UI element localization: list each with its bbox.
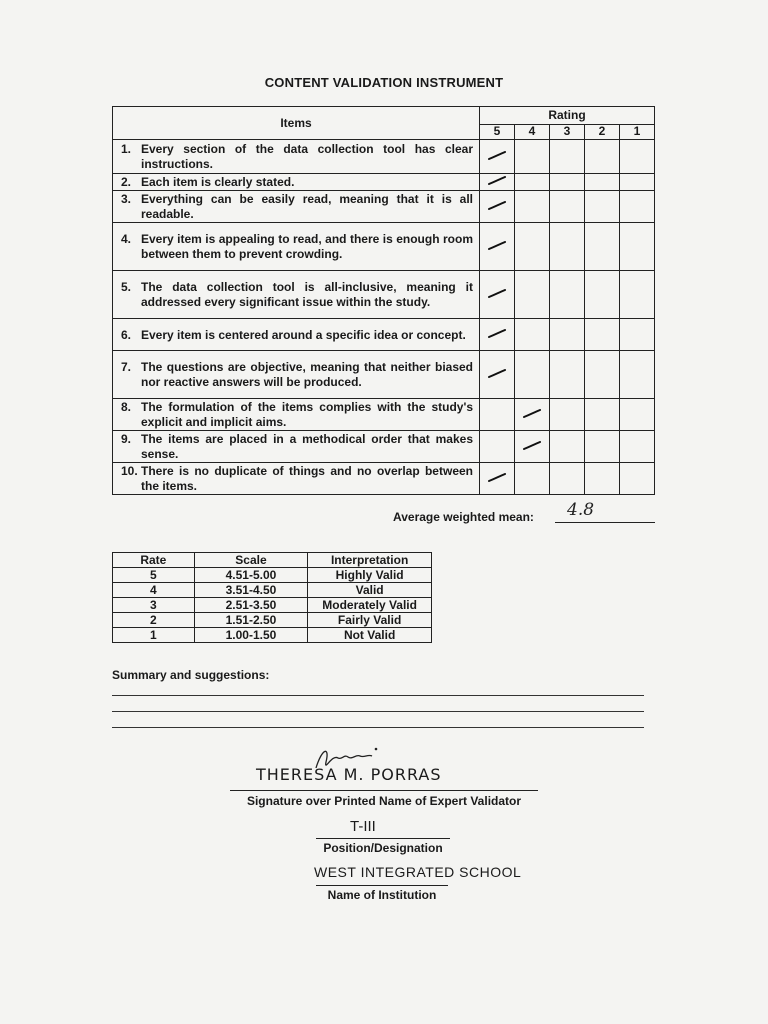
- institution-value: WEST INTEGRATED SCHOOL: [314, 864, 522, 880]
- rating-row: [113, 463, 655, 495]
- scale-row: [113, 568, 432, 583]
- item-number: 9.: [121, 432, 132, 446]
- rating-cell-2: [585, 463, 620, 495]
- rating-cell-4: [515, 271, 550, 319]
- item-text: The items are placed in a methodical order that makes sense.: [141, 432, 473, 461]
- document-title: CONTENT VALIDATION INSTRUMENT: [264, 75, 504, 90]
- rating-row: [113, 140, 655, 174]
- scale-cell: Valid: [308, 583, 432, 598]
- rating-cell-5: [480, 140, 515, 174]
- scale-cell: 4.51-5.00: [194, 568, 308, 583]
- rating-column-header: 4: [515, 124, 550, 139]
- item-cell: [113, 399, 480, 431]
- item-text: Every section of the data collection tool has clear instructions.: [141, 142, 473, 171]
- check-mark-icon: [486, 473, 508, 483]
- rating-cell-2: [585, 351, 620, 399]
- average-weighted-mean-value: 4.8: [567, 500, 595, 520]
- scale-header: Interpretation: [308, 553, 432, 568]
- rating-cell-1: [620, 223, 655, 271]
- scale-row: [113, 628, 432, 643]
- check-mark-icon: [486, 369, 508, 379]
- rating-cell-3: [550, 174, 585, 191]
- rating-cell-5: [480, 319, 515, 351]
- scale-cell: Moderately Valid: [308, 598, 432, 613]
- scale-cell: 1.51-2.50: [194, 613, 308, 628]
- check-mark-icon: [486, 289, 508, 299]
- item-cell: [113, 463, 480, 495]
- item-cell: [113, 191, 480, 223]
- rating-cell-3: [550, 319, 585, 351]
- rating-cell-4: [515, 191, 550, 223]
- rating-row: [113, 319, 655, 351]
- rating-cell-1: [620, 191, 655, 223]
- item-cell: [113, 319, 480, 351]
- average-weighted-mean-line: [555, 522, 655, 523]
- rating-cell-3: [550, 463, 585, 495]
- item-cell: [113, 174, 480, 191]
- rating-cell-5: [480, 191, 515, 223]
- scale-header: Rate: [113, 553, 195, 568]
- rating-cell-2: [585, 191, 620, 223]
- item-number: 6.: [121, 327, 132, 342]
- scale-row: [113, 583, 432, 598]
- rating-cell-5: [480, 399, 515, 431]
- item-cell: [113, 431, 480, 463]
- rating-row: [113, 174, 655, 191]
- rating-cell-2: [585, 174, 620, 191]
- rating-cell-1: [620, 431, 655, 463]
- rating-cell-3: [550, 271, 585, 319]
- rating-column-header: 2: [585, 124, 620, 139]
- scale-cell: 3: [113, 598, 195, 613]
- rating-cell-3: [550, 431, 585, 463]
- item-number: 4.: [121, 232, 132, 246]
- scale-cell: 1.00-1.50: [194, 628, 308, 643]
- summary-line: [112, 711, 644, 712]
- check-mark-icon: [521, 441, 543, 451]
- rating-cell-3: [550, 351, 585, 399]
- rating-row: [113, 399, 655, 431]
- scale-cell: 2.51-3.50: [194, 598, 308, 613]
- scale-cell: Highly Valid: [308, 568, 432, 583]
- rating-cell-2: [585, 271, 620, 319]
- item-text: Everything can be easily read, meaning that it is all readable.: [141, 192, 473, 221]
- rating-cell-4: [515, 174, 550, 191]
- rating-cell-1: [620, 463, 655, 495]
- rating-cell-4: [515, 319, 550, 351]
- rating-cell-3: [550, 191, 585, 223]
- rating-cell-5: [480, 174, 515, 191]
- item-text: Every item is centered around a specific idea or concept.: [141, 327, 466, 342]
- position-label: Position/Designation: [323, 841, 443, 855]
- rating-header: Rating: [480, 107, 655, 125]
- rating-cell-2: [585, 319, 620, 351]
- summary-label: Summary and suggestions:: [112, 668, 270, 682]
- rating-cell-1: [620, 351, 655, 399]
- scale-row: [113, 613, 432, 628]
- item-number: 8.: [121, 400, 132, 414]
- item-number: 5.: [121, 280, 132, 294]
- rating-cell-5: [480, 351, 515, 399]
- institution-label: Name of Institution: [327, 888, 437, 902]
- item-text: The formulation of the items complies with the study's explicit and implicit aims.: [141, 400, 473, 429]
- rating-cell-1: [620, 174, 655, 191]
- item-number: 3.: [121, 192, 132, 206]
- scale-header: Scale: [194, 553, 308, 568]
- scale-cell: Not Valid: [308, 628, 432, 643]
- check-mark-icon: [486, 176, 508, 186]
- item-cell: [113, 223, 480, 271]
- rating-cell-2: [585, 223, 620, 271]
- item-cell: [113, 351, 480, 399]
- item-text: The questions are objective, meaning that neither biased nor reactive answers will be produced.: [141, 360, 473, 389]
- rating-column-header: 1: [620, 124, 655, 139]
- rating-cell-2: [585, 431, 620, 463]
- scale-cell: 3.51-4.50: [194, 583, 308, 598]
- item-cell: [113, 271, 480, 319]
- item-text: There is no duplicate of things and no overlap between the items.: [141, 464, 473, 493]
- check-mark-icon: [486, 241, 508, 251]
- item-number: 2.: [121, 175, 132, 189]
- item-number: 10.: [121, 464, 138, 478]
- rating-cell-1: [620, 140, 655, 174]
- average-weighted-mean-label: Average weighted mean:: [393, 510, 534, 524]
- rating-table: [112, 106, 655, 495]
- item-text: Each item is clearly stated.: [141, 175, 295, 189]
- summary-line: [112, 727, 644, 728]
- rating-cell-5: [480, 431, 515, 463]
- rating-column-header: 3: [550, 124, 585, 139]
- rating-cell-5: [480, 223, 515, 271]
- rating-row: [113, 191, 655, 223]
- rating-cell-5: [480, 271, 515, 319]
- rating-row: [113, 351, 655, 399]
- position-line: [316, 838, 450, 839]
- scale-cell: 2: [113, 613, 195, 628]
- rating-cell-4: [515, 351, 550, 399]
- signature-line: [230, 790, 538, 791]
- rating-cell-3: [550, 399, 585, 431]
- scale-row: [113, 598, 432, 613]
- check-mark-icon: [521, 409, 543, 419]
- rating-cell-1: [620, 399, 655, 431]
- scale-cell: 1: [113, 628, 195, 643]
- item-number: 1.: [121, 142, 132, 156]
- rating-cell-3: [550, 223, 585, 271]
- check-mark-icon: [486, 201, 508, 211]
- rating-column-header: 5: [480, 124, 515, 139]
- rating-cell-4: [515, 399, 550, 431]
- rating-row: [113, 431, 655, 463]
- rating-cell-4: [515, 223, 550, 271]
- rating-cell-1: [620, 271, 655, 319]
- rating-cell-2: [585, 399, 620, 431]
- item-text: The data collection tool is all-inclusive, meaning it addressed every significant issue within the study.: [141, 280, 473, 309]
- position-value: T-III: [350, 818, 376, 835]
- item-cell: [113, 140, 480, 174]
- scale-cell: 4: [113, 583, 195, 598]
- check-mark-icon: [486, 151, 508, 161]
- rating-cell-2: [585, 140, 620, 174]
- institution-line: [316, 885, 448, 886]
- item-text: Every item is appealing to read, and there is enough room between them to prevent crowding.: [141, 232, 473, 261]
- item-number: 7.: [121, 360, 132, 374]
- scale-table: [112, 552, 432, 643]
- rating-cell-3: [550, 140, 585, 174]
- items-header: Items: [113, 107, 480, 140]
- rating-cell-4: [515, 463, 550, 495]
- rating-cell-4: [515, 431, 550, 463]
- scale-cell: 5: [113, 568, 195, 583]
- signature-label: Signature over Printed Name of Expert Validator: [246, 794, 522, 808]
- rating-cell-1: [620, 319, 655, 351]
- rating-row: [113, 223, 655, 271]
- scale-cell: Fairly Valid: [308, 613, 432, 628]
- rating-cell-5: [480, 463, 515, 495]
- check-mark-icon: [486, 329, 508, 339]
- rating-cell-4: [515, 140, 550, 174]
- rating-row: [113, 271, 655, 319]
- signature-printed-name: THERESA M. PORRAS: [256, 765, 442, 784]
- summary-line: [112, 695, 644, 696]
